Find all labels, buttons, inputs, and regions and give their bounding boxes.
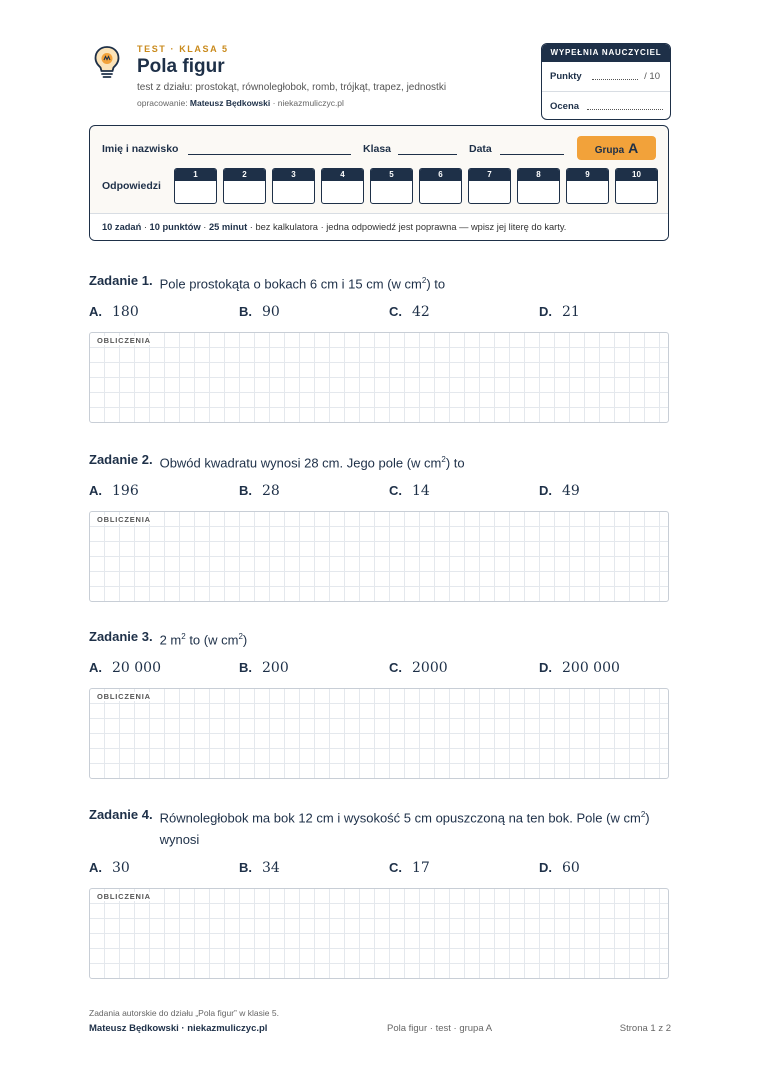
info-sep: · (141, 222, 150, 232)
task-2 (89, 449, 671, 602)
task-text-b: ) to (426, 276, 446, 292)
option-a[interactable] (89, 860, 130, 876)
date-label: Data (469, 143, 492, 155)
task-1 (89, 270, 671, 423)
superscript: 2 (238, 632, 243, 641)
answer-box-6[interactable] (419, 168, 462, 204)
option-letter: B. (239, 483, 252, 499)
teacher-box (541, 43, 671, 120)
option-letter: C. (389, 860, 402, 876)
task-options (89, 660, 671, 680)
superscript: 2 (181, 632, 186, 641)
option-letter: C. (389, 483, 402, 499)
answer-box-number: 7 (469, 169, 510, 181)
answer-box-number: 4 (322, 169, 363, 181)
superscript: 2 (441, 455, 446, 464)
answer-box-8[interactable] (517, 168, 560, 204)
name-field[interactable] (188, 154, 351, 155)
option-value: 49 (562, 483, 580, 500)
task-text-a: Obwód kwadratu wynosi 28 cm. Jego pole (w cm (159, 455, 442, 471)
option-letter: D. (539, 483, 552, 499)
option-b[interactable] (239, 304, 280, 320)
option-letter: C. (389, 660, 402, 676)
task-text-b: ) to (445, 455, 465, 471)
answer-box-7[interactable] (468, 168, 511, 204)
option-value: 20 000 (112, 660, 161, 677)
option-a[interactable] (89, 483, 139, 499)
class-label: Klasa (363, 143, 392, 155)
footer-center: Pola figur · test · grupa A (387, 1023, 493, 1034)
task-text-b: ) wynosi (159, 810, 650, 848)
option-b[interactable] (239, 860, 280, 876)
footer-author: Mateusz Będkowski · niekazmuliczyc.pl (89, 1023, 268, 1034)
answer-box-number: 5 (371, 169, 412, 181)
answer-box-number: 2 (224, 169, 265, 181)
info-points: 10 punktów (149, 222, 201, 232)
answer-box-number: 6 (420, 169, 461, 181)
work-area[interactable] (89, 888, 669, 979)
option-b[interactable] (239, 483, 280, 499)
option-letter: A. (89, 860, 102, 876)
credits-author: Mateusz Będkowski (189, 98, 271, 108)
date-field[interactable] (500, 154, 564, 155)
credits-prefix: opracowanie: (137, 98, 190, 108)
task-question (89, 270, 671, 295)
option-value: 42 (412, 304, 430, 321)
task-text (160, 449, 671, 474)
answer-box-5[interactable] (370, 168, 413, 204)
option-value: 21 (562, 304, 580, 321)
option-letter: D. (539, 860, 552, 876)
answer-box-number: 8 (518, 169, 559, 181)
option-letter: D. (539, 660, 552, 676)
option-letter: D. (539, 304, 552, 320)
option-c[interactable] (389, 304, 430, 320)
page-subtitle: test z działu: prostokąt, równoległobok, romb, trójkąt, trapez, jednostki (137, 82, 447, 93)
answer-box-1[interactable] (174, 168, 217, 204)
option-d[interactable] (539, 860, 580, 876)
task-4 (89, 804, 671, 979)
task-text (160, 626, 671, 651)
task-number: Zadanie 2. (89, 452, 153, 467)
option-value: 200 000 (562, 660, 620, 677)
option-letter: A. (89, 660, 102, 676)
option-letter: B. (239, 860, 252, 876)
task-options (89, 483, 671, 503)
option-d[interactable] (539, 660, 620, 676)
task-question (89, 804, 671, 851)
option-value: 30 (112, 860, 130, 877)
work-area[interactable] (89, 511, 669, 602)
option-value: 17 (412, 860, 430, 877)
credits-site: · niekazmuliczyc.pl (270, 98, 344, 108)
task-options (89, 860, 671, 880)
option-c[interactable] (389, 860, 430, 876)
option-value: 180 (112, 304, 139, 321)
name-label: Imię i nazwisko (102, 143, 179, 155)
option-value: 2000 (412, 660, 448, 677)
work-area[interactable] (89, 332, 669, 423)
answer-box-number: 10 (616, 169, 657, 181)
points-row[interactable] (542, 62, 670, 91)
option-value: 90 (262, 304, 280, 321)
task-number: Zadanie 1. (89, 273, 153, 288)
task-question (89, 626, 671, 651)
option-value: 196 (112, 483, 139, 500)
option-d[interactable] (539, 483, 580, 499)
task-text-a: 2 m (159, 632, 182, 648)
points-field[interactable] (592, 79, 638, 80)
answer-box-10[interactable] (615, 168, 658, 204)
task-options (89, 304, 671, 324)
group-badge (577, 136, 656, 160)
option-d[interactable] (539, 304, 580, 320)
option-letter: A. (89, 483, 102, 499)
option-value: 14 (412, 483, 430, 500)
option-a[interactable] (89, 660, 161, 676)
option-value: 34 (262, 860, 280, 877)
points-label: Punkty (550, 71, 582, 82)
info-tasks: 10 zadań (102, 222, 142, 232)
info-sep: · (200, 222, 209, 232)
option-c[interactable] (389, 660, 448, 676)
task-text-a: Równoległobok ma bok 12 cm i wysokość 5 cm opuszczoną na ten bok. Pole (w cm (159, 810, 641, 826)
task-question (89, 449, 671, 474)
answer-box-3[interactable] (272, 168, 315, 204)
grade-label: Ocena (550, 101, 580, 112)
option-c[interactable] (389, 483, 430, 499)
task-text (160, 804, 671, 851)
info-time: 25 minut (208, 222, 248, 232)
answer-box-4[interactable] (321, 168, 364, 204)
option-value: 200 (262, 660, 289, 677)
points-max: / 10 (644, 71, 660, 82)
task-text-b: ) (242, 632, 248, 648)
work-area-label: OBLICZENIA (97, 892, 151, 902)
option-value: 28 (262, 483, 280, 500)
page-number: Strona 1 z 2 (619, 1023, 671, 1034)
grade-row[interactable] (542, 91, 670, 120)
superscript: 2 (421, 276, 427, 285)
credits (137, 98, 344, 108)
option-letter: B. (239, 660, 252, 676)
task-number: Zadanie 4. (89, 807, 153, 822)
lightbulb-icon (92, 44, 122, 80)
work-area-label: OBLICZENIA (97, 692, 151, 702)
option-b[interactable] (239, 660, 289, 676)
answer-box-number: 3 (273, 169, 314, 181)
group-value: A (628, 140, 639, 156)
answer-box-9[interactable] (566, 168, 609, 204)
superscript: 2 (640, 810, 646, 819)
option-letter: A. (89, 304, 102, 320)
work-area-label: OBLICZENIA (97, 336, 151, 346)
task-text-a: Pole prostokąta o bokach 6 cm i 15 cm (w cm (159, 276, 422, 292)
option-value: 60 (562, 860, 580, 877)
option-a[interactable] (89, 304, 139, 320)
option-letter: C. (389, 304, 402, 320)
answer-box-number: 1 (175, 169, 216, 181)
answer-box-number: 9 (567, 169, 608, 181)
task-3 (89, 626, 671, 779)
test-info (90, 213, 668, 241)
info-rest: · bez kalkulatora · jedna odpowiedź jest poprawna — wpisz jej literę do karty. (247, 222, 567, 232)
answers-label: Odpowiedzi (102, 180, 161, 192)
group-label: Grupa (594, 145, 625, 156)
grade-field[interactable] (587, 109, 663, 110)
teacher-box-heading: WYPEŁNIA NAUCZYCIEL (542, 44, 670, 62)
option-letter: B. (239, 304, 252, 320)
work-area-label: OBLICZENIA (97, 515, 151, 525)
test-kicker: TEST · KLASA 5 (137, 44, 229, 54)
work-area[interactable] (89, 688, 669, 779)
task-number: Zadanie 3. (89, 629, 153, 644)
task-text (160, 270, 671, 295)
class-field[interactable] (398, 154, 457, 155)
footer-note: Zadania autorskie do działu „Pola figur” w klasie 5. (89, 1008, 279, 1018)
answer-box-2[interactable] (223, 168, 266, 204)
page-title: Pola figur (137, 56, 225, 77)
student-panel (89, 125, 669, 241)
task-text-mid: to (w cm (185, 632, 239, 648)
